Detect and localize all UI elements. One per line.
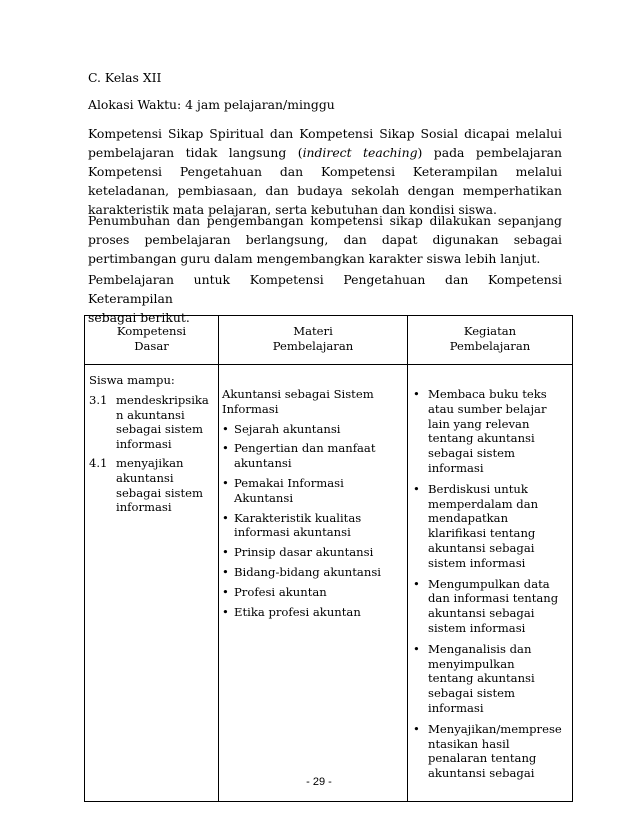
text-line: Penumbuhan dan pengembangan kompetensi sikap dilakukan sepanjang: [88, 213, 562, 228]
materi-title: Informasi: [222, 401, 279, 416]
kompetensi-dasar-cell: [85, 365, 219, 802]
text-line: Kompetensi Pengetahuan dan Kompetensi Keterampilan melalui: [88, 164, 562, 179]
table-row: [85, 365, 573, 802]
materi-title: Akuntansi sebagai Sistem: [222, 387, 374, 401]
list-item: • Menganalisis dan menyimpulkan tentang akuntansi sebagai sistem informasi: [413, 641, 535, 715]
list-item: • Mengumpulkan data dan informasi tentang akuntansi sebagai sistem informasi: [413, 576, 559, 635]
list-item: • Berdiskusi untuk memperdalam dan mendapatkan klarifikasi tentang akuntansi sebagai sistem informasi: [413, 481, 539, 570]
list-item: • Karakteristik kualitas informasi akuntansi: [222, 510, 362, 540]
list-item: • Bidang-bidang akuntansi: [222, 564, 381, 579]
kd-item: 3.1 mendeskripsika n akuntansi sebagai sistem informasi: [89, 392, 209, 452]
kd-item: 4.1 menyajikan akuntansi sebagai sistem informasi: [89, 455, 203, 515]
competency-table: [84, 315, 573, 802]
text-line: karakteristik mata pelajaran, serta kebutuhan dan kondisi siswa.: [88, 202, 497, 217]
table-header-row: [85, 316, 573, 365]
paragraph-competence-attitude: [88, 124, 562, 219]
list-item: • Prinsip dasar akuntansi: [222, 545, 374, 560]
list-item: • Sejarah akuntansi: [222, 421, 341, 436]
materi-cell: [219, 365, 408, 802]
list-item: • Membaca buku teks atau sumber belajar lain yang relevan tentang akuntansi sebagai sistem informasi: [413, 387, 547, 475]
kd-intro: Siswa mampu:: [89, 373, 175, 387]
list-item: • Pemakai Informasi Akuntansi: [222, 475, 344, 505]
text-line: sebagai berikut.: [88, 310, 190, 325]
time-allocation: Alokasi Waktu: 4 jam pelajaran/minggu: [88, 97, 335, 112]
text-line: pertimbangan guru dalam mengembangkan karakter siswa lebih lanjut.: [88, 251, 541, 266]
materi-list: [222, 422, 403, 620]
text-line: pembelajaran tidak langsung (indirect teaching) pada pembelajaran: [88, 145, 562, 160]
list-item: • Etika profesi akuntan: [222, 604, 361, 619]
kegiatan-cell: [408, 365, 573, 802]
header-materi-pembelajaran: Materi Pembelajaran: [219, 316, 408, 365]
list-item: • Pengertian dan manfaat akuntansi: [222, 441, 376, 471]
paragraph-attitude-development: [88, 211, 562, 268]
list-item: • Profesi akuntan: [222, 584, 327, 599]
text-line: Pembelajaran untuk Kompetensi Pengetahuan dan Kompetensi Keterampilan: [88, 272, 562, 306]
section-heading: C. Kelas XII: [88, 70, 162, 85]
list-item: • Menyajikan/memprese ntasikan hasil penalaran tentang akuntansi sebagai: [413, 721, 562, 781]
text-line: proses pembelajaran berlangsung, dan dapat digunakan sebagai: [88, 232, 562, 247]
kegiatan-list: [412, 387, 568, 781]
page-number: - 29 -: [306, 776, 332, 788]
text-line: keteladanan, pembiasaan, dan budaya sekolah dengan memperhatikan: [88, 183, 562, 198]
header-kompetensi-dasar: Kompetensi Dasar: [85, 316, 219, 365]
text-line: Kompetensi Sikap Spiritual dan Kompetensi Sikap Sosial dicapai melalui: [88, 126, 562, 141]
header-kegiatan-pembelajaran: Kegiatan Pembelajaran: [408, 316, 573, 365]
